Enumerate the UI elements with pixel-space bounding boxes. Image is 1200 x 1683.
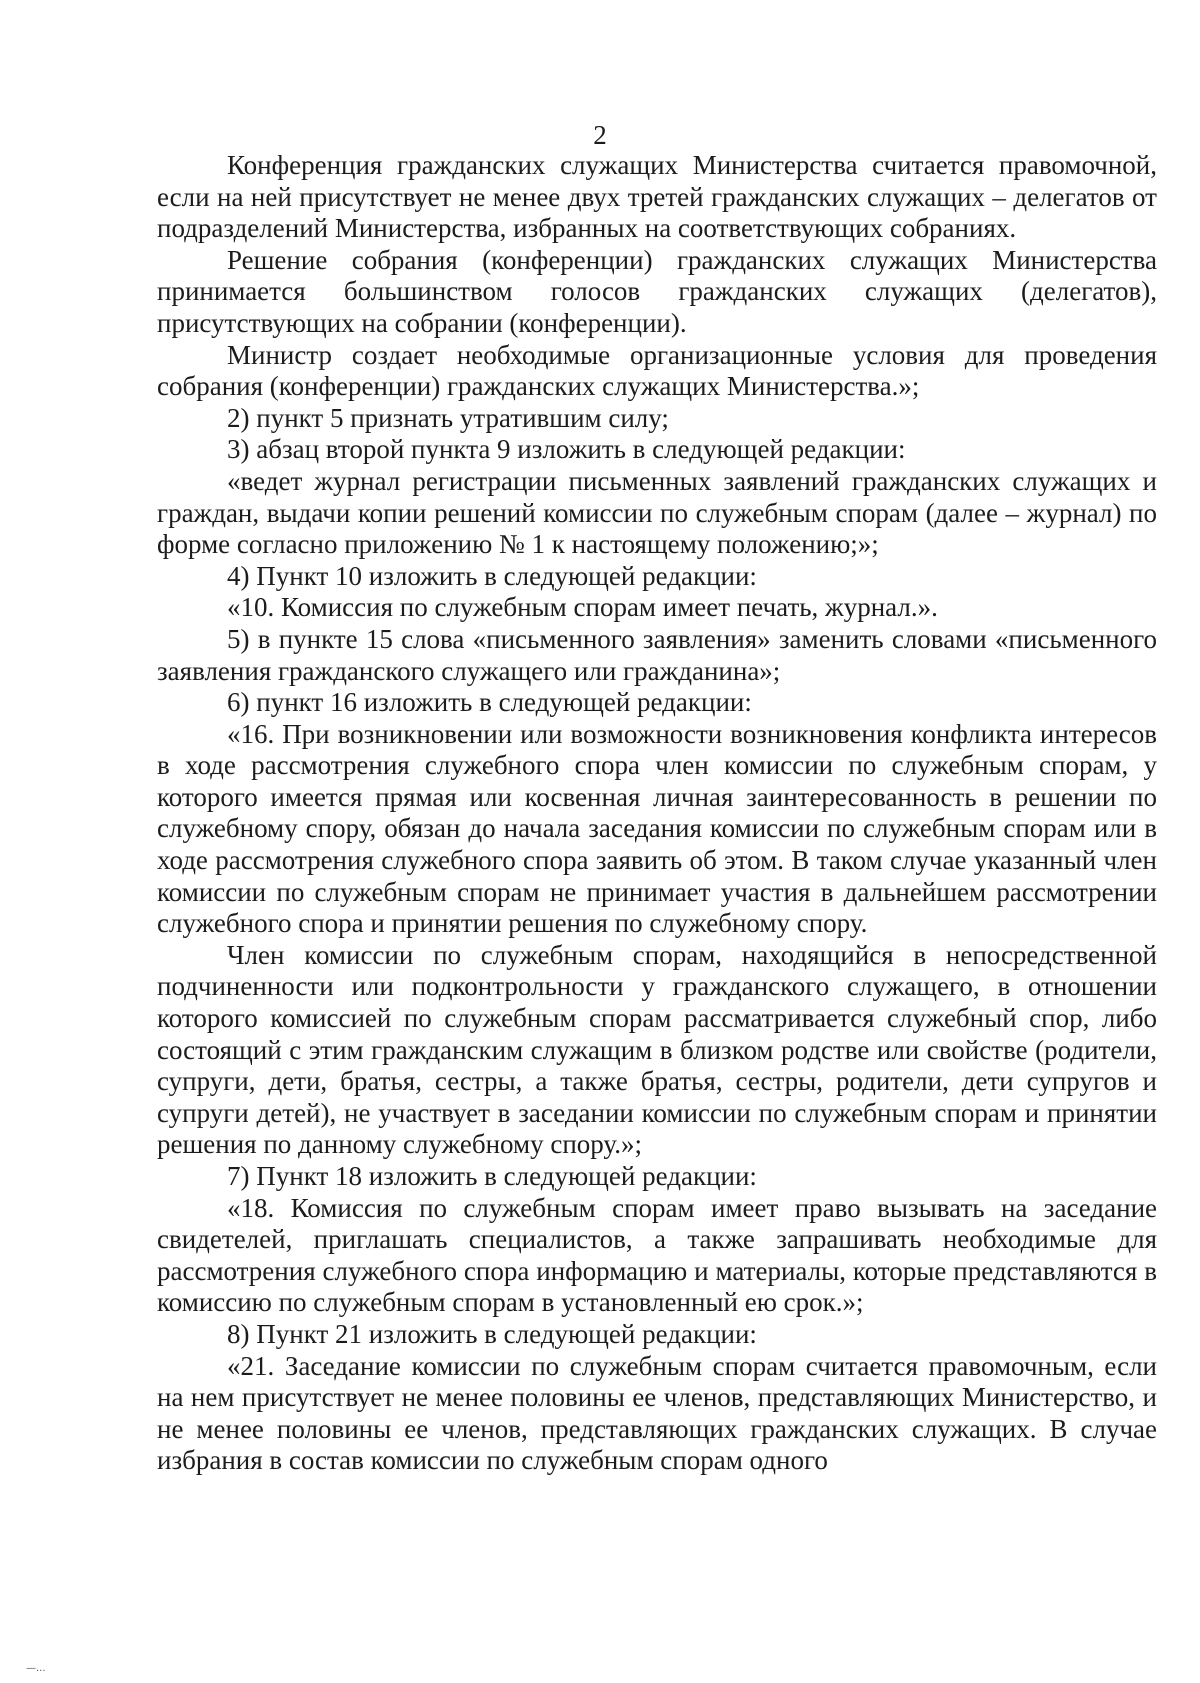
paragraph-member-subordination: Член комиссии по служебным спорам, находящийся в непосредственной подчиненности или подконтрольности у гражданского служащего, в отношении которого комиссией по служебным спорам рассматривается служебный спор, либо состоящий с этим гражданским служащим в близком родстве или свойстве (родители, супруги, дети, братья, сестры, а также братья, сестры, родители, дети супругов и супруги детей), не участвует в заседании комиссии по служебным спорам и принятии решения по данному служебному спору.»; — [157, 939, 1157, 1160]
paragraph-point-21: «21. Заседание комиссии по служебным спорам считается правомочным, если на нем присутствует не менее половины ее членов, представляющих Министерство, и не менее половины ее членов, представляющих гражданских служащих. В случае избрания в состав комиссии по служебным спорам одного — [157, 1350, 1157, 1476]
paragraph-item-4: 4) Пункт 10 изложить в следующей редакции: — [227, 560, 757, 591]
paragraph-point-10: «10. Комиссия по служебным спорам имеет печать, журнал.». — [227, 592, 938, 623]
paragraph-item-6: 6) пункт 16 изложить в следующей редакции: — [227, 687, 752, 718]
paragraph-journal-text: «ведет журнал регистрации письменных заявлений гражданских служащих и граждан, выдачи копии решений комиссии по служебным спорам (далее – журнал) по форме согласно приложению № 1 к настоящему положению;»; — [157, 465, 1157, 560]
paragraph-minister-conditions: Министр создает необходимые организационные условия для проведения собрания (конференции) гражданских служащих Министерства.»; — [157, 339, 1157, 402]
paragraph-point-16: «16. При возникновении или возможности возникновения конфликта интересов в ходе рассмотрения служебного спора член комиссии по служебным спорам, у которого имеется прямая или косвенная личная заинтересованность в решении по служебному спору, обязан до начала заседания комиссии по служебным спорам или в ходе рассмотрения служебного спора заявить об этом. В таком случае указанный член комиссии по служебным спорам не принимает участия в дальнейшем рассмотрении служебного спора и принятии решения по служебному спору. — [157, 718, 1157, 939]
paragraph-item-5: 5) в пункте 15 слова «письменного заявления» заменить словами «письменного заявления гражданского служащего или гражданина»; — [157, 623, 1157, 686]
paragraph-item-2: 2) пункт 5 признать утратившим силу; — [227, 402, 669, 433]
paragraph-item-3: 3) абзац второй пункта 9 изложить в следующей редакции: — [227, 434, 906, 465]
paragraph-meeting-decision: Решение собрания (конференции) гражданских служащих Министерства принимается большинством голосов гражданских служащих (делегатов), присутствующих на собрании (конференции). — [157, 244, 1157, 338]
paragraph-item-8: 8) Пункт 21 изложить в следующей редакции: — [227, 1318, 757, 1349]
paragraph-point-18: «18. Комиссия по служебным спорам имеет право вызывать на заседание свидетелей, приглашать специалистов, а также запрашивать необходимые для рассмотрения служебного спора информацию и материалы, которые представляются в комиссию по служебным спорам в установленный ею срок.»; — [157, 1192, 1157, 1318]
paragraph-conference-quorum: Конференция гражданских служащих Министерства считается правомочной, если на ней присутствует не менее двух третей гражданских служащих – делегатов от подразделений Министерства, избранных на соответствующих собраниях. — [157, 150, 1157, 244]
paragraph-item-7: 7) Пункт 18 изложить в следующей редакции: — [227, 1161, 757, 1191]
page-number: 2 — [593, 120, 607, 150]
document-body — [157, 150, 1157, 1477]
footer-mark: —... — [26, 1663, 46, 1674]
